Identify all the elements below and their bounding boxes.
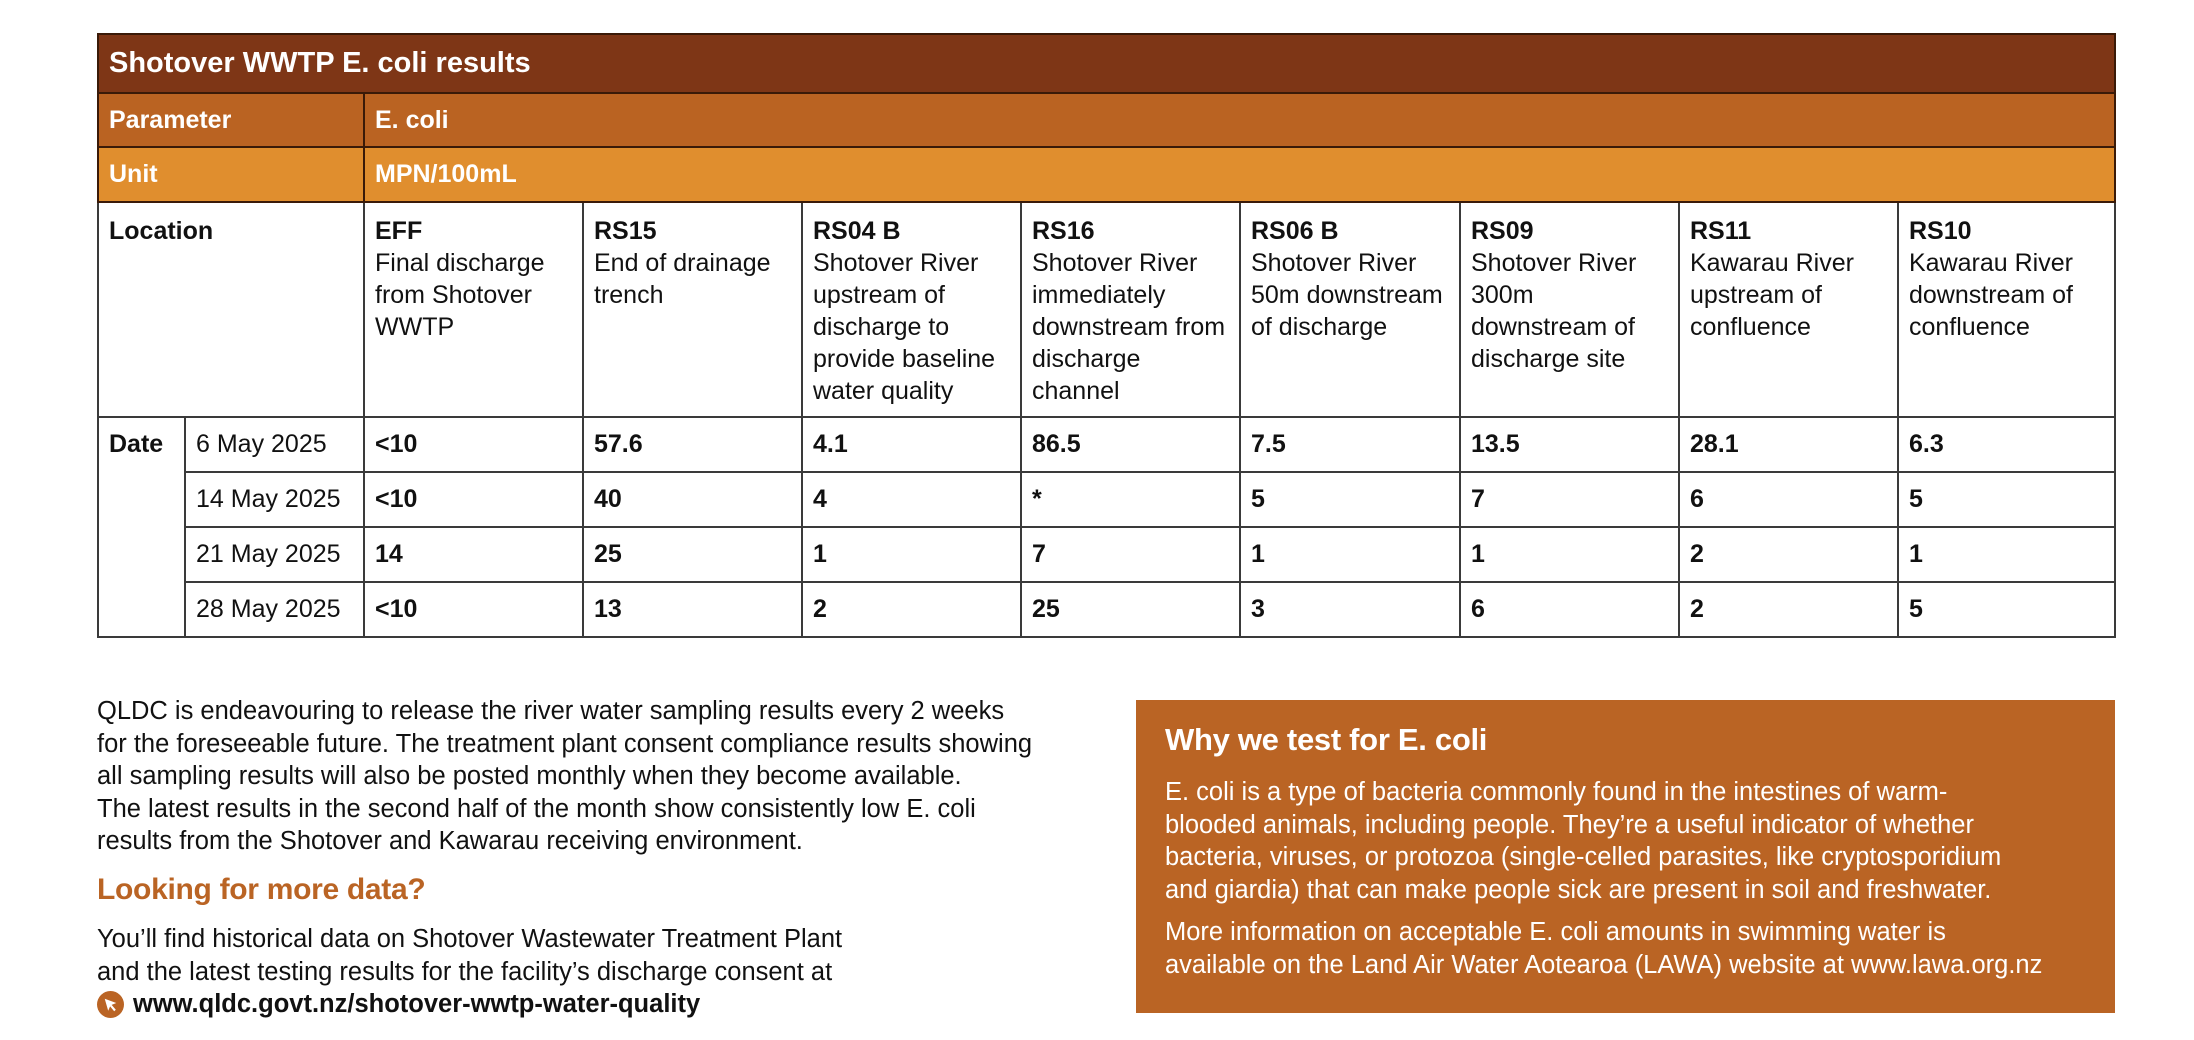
result-value: 4.1 — [802, 417, 1021, 472]
result-value: <10 — [364, 472, 583, 527]
location-header — [1679, 202, 1898, 417]
location-code: RS09 — [1471, 217, 1534, 245]
info-line: available on the Land Air Water Aotearoa (LAWA) website at www.lawa.org.nz — [1165, 950, 2043, 979]
location-code: RS15 — [594, 217, 657, 245]
table-row — [98, 472, 2115, 527]
info-line: More information on acceptable E. coli amounts in swimming water is — [1165, 918, 1946, 946]
location-header — [364, 202, 583, 417]
location-code: RS11 — [1690, 217, 1752, 245]
location-description: Kawarau River downstream of confluence — [1909, 249, 2073, 341]
result-value: 6 — [1460, 582, 1679, 637]
location-code: EFF — [375, 217, 423, 245]
sample-date: 14 May 2025 — [185, 472, 364, 527]
location-label: Location — [98, 202, 364, 417]
more-data-text — [97, 923, 1097, 1021]
result-value: 28.1 — [1679, 417, 1898, 472]
location-description: Final discharge from Shotover WWTP — [375, 249, 545, 341]
sample-date: 6 May 2025 — [185, 417, 364, 472]
more-data-heading: Looking for more data? — [97, 873, 426, 906]
result-value: 3 — [1240, 582, 1460, 637]
result-value: 5 — [1240, 472, 1460, 527]
location-description: Shotover River upstream of discharge to provide baseline water quality — [813, 249, 996, 405]
result-value: 2 — [1679, 582, 1898, 637]
info-line: blooded animals, including people. They’re a useful indicator of whether — [1165, 810, 1974, 839]
info-line: E. coli is a type of bacteria commonly found in the intestines of warm- — [1165, 778, 1948, 806]
parameter-value: E. coli — [364, 93, 2115, 147]
result-value: 2 — [1679, 527, 1898, 582]
location-header — [802, 202, 1021, 417]
sample-date: 28 May 2025 — [185, 582, 364, 637]
table-title: Shotover WWTP E. coli results — [98, 34, 2115, 93]
location-description: Shotover River 50m downstream of discharge — [1251, 249, 1443, 341]
intro-line: all sampling results will also be posted monthly when they become available. — [97, 762, 962, 790]
why-we-test-heading: Why we test for E. coli — [1165, 722, 1488, 757]
why-we-test-box — [1136, 700, 2115, 1013]
date-label: Date — [98, 417, 185, 637]
location-code: RS04 B — [813, 217, 901, 245]
lawa-paragraph — [1165, 916, 2086, 981]
result-value: 5 — [1898, 472, 2115, 527]
result-value: 6.3 — [1898, 417, 2115, 472]
result-value: 25 — [1021, 582, 1240, 637]
result-value: 2 — [802, 582, 1021, 637]
intro-line: QLDC is endeavouring to release the river water sampling results every 2 weeks — [97, 697, 1005, 725]
info-line: bacteria, viruses, or protozoa (single-celled parasites, like cryptosporidium — [1165, 843, 2002, 871]
result-value: * — [1021, 472, 1240, 527]
result-value: 40 — [583, 472, 802, 527]
info-line: and giardia) that can make people sick are present in soil and freshwater. — [1165, 875, 1992, 904]
parameter-label: Parameter — [98, 93, 364, 147]
result-value: 4 — [802, 472, 1021, 527]
result-value: 7.5 — [1240, 417, 1460, 472]
result-value: <10 — [364, 417, 583, 472]
intro-text — [97, 695, 1097, 858]
location-description: Shotover River 300m downstream of discharge site — [1471, 249, 1637, 373]
location-header — [1898, 202, 2115, 417]
result-value: 6 — [1679, 472, 1898, 527]
unit-row — [98, 147, 2115, 202]
location-code: RS06 B — [1251, 217, 1339, 245]
result-value: 13 — [583, 582, 802, 637]
result-value: 5 — [1898, 582, 2115, 637]
more-data-line: and the latest testing results for the facility’s discharge consent at — [97, 957, 833, 986]
why-we-test-paragraph — [1165, 776, 2086, 906]
location-description: End of drainage trench — [594, 249, 771, 309]
more-data-line: You’ll find historical data on Shotover Wastewater Treatment Plant — [97, 925, 843, 953]
result-value: 1 — [1460, 527, 1679, 582]
location-description: Shotover River immediately downstream from discharge channel — [1032, 249, 1226, 405]
website-link[interactable]: www.qldc.govt.nz/shotover-wwtp-water-quality — [133, 990, 701, 1018]
result-value: 1 — [802, 527, 1021, 582]
sample-date: 21 May 2025 — [185, 527, 364, 582]
unit-label: Unit — [98, 147, 364, 202]
location-code: RS10 — [1909, 217, 1972, 245]
result-value: 13.5 — [1460, 417, 1679, 472]
location-code: RS16 — [1032, 217, 1095, 245]
intro-line: results from the Shotover and Kawarau receiving environment. — [97, 827, 803, 855]
result-value: 14 — [364, 527, 583, 582]
result-value: 1 — [1240, 527, 1460, 582]
result-value: 86.5 — [1021, 417, 1240, 472]
result-value: 57.6 — [583, 417, 802, 472]
result-value: 7 — [1460, 472, 1679, 527]
intro-line: for the foreseeable future. The treatment plant consent compliance results showing — [97, 729, 1033, 758]
location-header — [1460, 202, 1679, 417]
arrow-pointer-icon — [97, 991, 124, 1018]
table-row — [98, 527, 2115, 582]
location-header — [1021, 202, 1240, 417]
result-value: 7 — [1021, 527, 1240, 582]
result-value: 25 — [583, 527, 802, 582]
table-title-row — [98, 34, 2115, 93]
parameter-row — [98, 93, 2115, 147]
location-row — [98, 202, 2115, 417]
table-row — [98, 582, 2115, 637]
ecoli-results-table — [97, 33, 2116, 638]
table-row — [98, 417, 2115, 472]
location-header — [1240, 202, 1460, 417]
result-value: 1 — [1898, 527, 2115, 582]
location-description: Kawarau River upstream of confluence — [1690, 249, 1854, 341]
website-link-line — [97, 988, 1097, 1021]
unit-value: MPN/100mL — [364, 147, 2115, 202]
location-header — [583, 202, 802, 417]
result-value: <10 — [364, 582, 583, 637]
intro-line: The latest results in the second half of the month show consistently low E. coli — [97, 794, 976, 823]
